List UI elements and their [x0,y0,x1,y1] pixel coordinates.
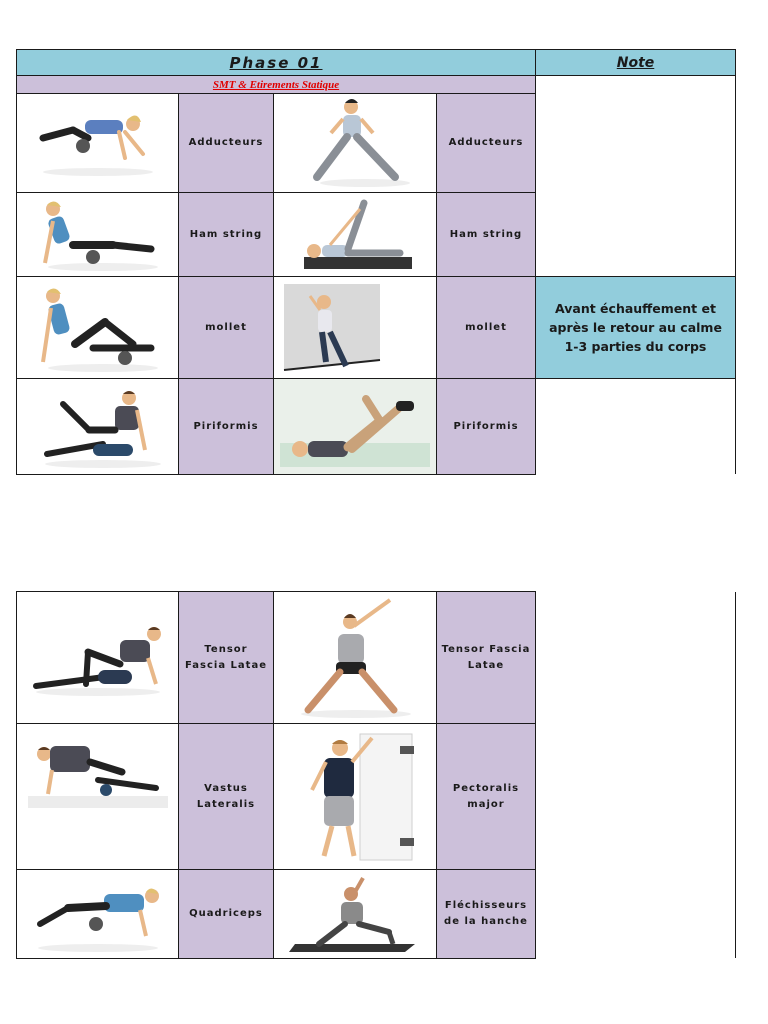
exercise-image-stretch-piriformis [273,378,437,475]
muscle-label: Tensor Fascia Latae [178,591,274,724]
exercise-image-foam-roll-adductors [16,93,179,193]
exercise-image-stretch-adductors [273,93,437,193]
muscle-label: Adducteurs [436,93,536,193]
muscle-label: Piriformis [178,378,274,475]
exercise-image-stretch-hamstring [273,192,437,277]
exercise-image-stretch-pectoralis [273,723,437,870]
exercise-image-stretch-hip-flexors [273,869,437,959]
muscle-label: Pectoralis major [436,723,536,870]
exercise-image-stretch-calf [273,276,437,379]
exercise-image-foam-roll-calf [16,276,179,379]
exercise-image-foam-roll-hamstring [16,192,179,277]
muscle-label: mollet [436,276,536,379]
exercise-image-foam-roll-vastus-lateralis [16,723,179,870]
exercise-image-stretch-tfl [273,591,437,724]
note-column-border [735,592,736,958]
muscle-label: Ham string [436,192,536,277]
note-text: Avant échauffement et après le retour au calme 1-3 parties du corps [535,276,736,379]
exercise-image-foam-roll-piriformis [16,378,179,475]
exercise-image-foam-roll-tfl [16,591,179,724]
muscle-label: Quadriceps [178,869,274,959]
muscle-label: Adducteurs [178,93,274,193]
note-cell-empty [535,75,736,277]
muscle-label: Fléchisseurs de la hanche [436,869,536,959]
subtitle: SMT & Etirements Statique [16,75,536,94]
muscle-label: Ham string [178,192,274,277]
muscle-label: Piriformis [436,378,536,475]
note-title: Note [535,49,736,76]
muscle-label: Vastus Lateralis [178,723,274,870]
phase-title: Phase 01 [16,49,536,76]
muscle-label: mollet [178,276,274,379]
muscle-label: Tensor Fascia Latae [436,591,536,724]
exercise-image-foam-roll-quadriceps [16,869,179,959]
note-column-border [735,378,736,474]
